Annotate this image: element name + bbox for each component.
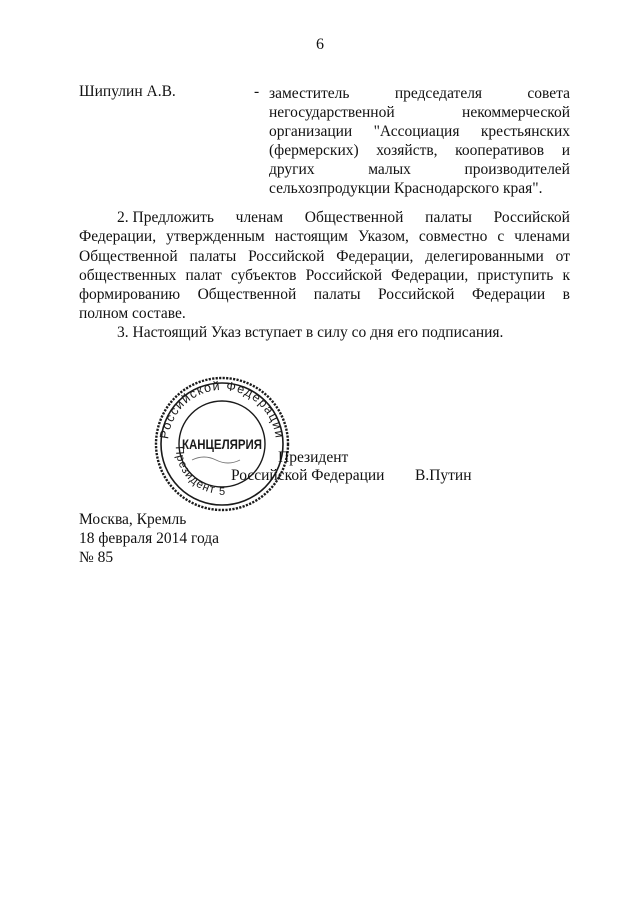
paragraph-3-text: 3. Настоящий Указ вступает в силу со дня его подписания. (117, 324, 504, 341)
stamp-center-text: КАНЦЕЛЯРИЯ (182, 436, 262, 452)
page-number: 6 (316, 36, 324, 53)
member-description-line (269, 141, 570, 160)
paragraph-2-word: с (497, 228, 505, 246)
paragraph-2-word: Федерации, (79, 228, 157, 246)
signing-date: 18 февраля 2014 года (79, 530, 220, 547)
stamp-ring-text-top: Российской Федерации (157, 378, 287, 440)
member-description-word: кооперативов (455, 142, 545, 159)
paragraph-2-word: Федерации, (391, 266, 469, 284)
paragraph-2-word: Российской (248, 247, 325, 265)
paragraph-2-word: утвержденным (166, 228, 265, 246)
paragraph-2-word: общественных (79, 266, 177, 284)
paragraph-2-word: в (562, 286, 570, 304)
paragraph-2-word: делегированными (425, 247, 544, 265)
paragraph-2-line (79, 247, 570, 266)
official-stamp (154, 376, 290, 512)
paragraph-2-word: палаты (313, 286, 361, 304)
paragraph-2-word: Российской (493, 209, 570, 226)
member-description-word: негосударственной (269, 104, 395, 121)
member-name: Шипулин А.В. (79, 83, 176, 100)
member-description-line (269, 103, 570, 122)
member-description-line (269, 122, 570, 141)
paragraph-2-line (79, 266, 570, 285)
paragraph-2-line (79, 208, 570, 227)
signing-place: Москва, Кремль (79, 511, 187, 528)
paragraph-2-line: полном составе. (79, 305, 186, 323)
member-dash: - (254, 83, 260, 100)
decree-number: № 85 (79, 549, 114, 566)
paragraph-2-word: Указом, (357, 228, 409, 246)
member-description-word: организации (269, 123, 353, 140)
stamp-number: 5 (218, 486, 226, 498)
paragraph-2-word: к (562, 266, 570, 284)
member-description-word: производителей (464, 161, 570, 178)
paragraph-2-word: субъектов (230, 266, 297, 284)
paragraph-2-word: Российской (305, 266, 383, 284)
paragraph-2-word: приступить (477, 266, 554, 284)
signature-organization: Российской Федерации (231, 467, 385, 484)
paragraph-2-word: членам (235, 209, 284, 226)
signature-title: Президент (278, 449, 349, 466)
paragraph-2-word: совместно (418, 228, 488, 246)
paragraph-2-word: Общественной (79, 247, 178, 265)
member-description-word: (фермерских) (269, 142, 359, 159)
paragraph-2-word: настоящим (274, 228, 348, 246)
member-description-word: "Ассоциация (373, 123, 460, 140)
paragraph-2-word: Федерации, (336, 247, 414, 265)
member-description-word: и (561, 142, 570, 159)
stamp-emblem-line (192, 457, 240, 463)
paragraph-2-word: членами (514, 228, 570, 246)
member-description-word: малых (368, 161, 411, 178)
member-description-word: других (269, 161, 315, 178)
member-description-line (269, 84, 570, 103)
paragraph-2-word: Российской (378, 286, 455, 304)
paragraph-2-word: палаты (425, 209, 472, 226)
signature-name: В.Путин (415, 467, 472, 484)
member-description-word: крестьянских (480, 123, 570, 140)
paragraph-2-word: Федерации (471, 286, 546, 304)
paragraph-3 (79, 323, 570, 342)
member-description-line: сельхозпродукции Краснодарского края". (269, 180, 543, 197)
member-description-word: некоммерческой (462, 104, 570, 121)
paragraph-2-word: 2. Предложить (117, 209, 214, 226)
place-date-block (79, 510, 219, 567)
paragraph-2-word: от (555, 247, 570, 265)
paragraph-2-word: формированию (79, 286, 181, 304)
paragraph-2-word: Общественной (304, 209, 404, 226)
paragraph-2-line (79, 285, 570, 304)
member-description-word: заместитель (269, 85, 350, 102)
paragraph-2-word: палаты (189, 247, 237, 265)
member-description-word: председателя (394, 85, 483, 102)
paragraph-2 (79, 208, 570, 324)
member-description-word: совета (527, 85, 570, 102)
paragraph-2-word: палат (185, 266, 222, 284)
paragraph-2-word: Общественной (197, 286, 297, 304)
stamp-ring-text-bottom: Президент (172, 445, 217, 497)
member-description-line (269, 160, 570, 179)
paragraph-2-line (79, 227, 570, 246)
member-description (269, 84, 570, 198)
member-description-word: хозяйств, (376, 142, 438, 159)
